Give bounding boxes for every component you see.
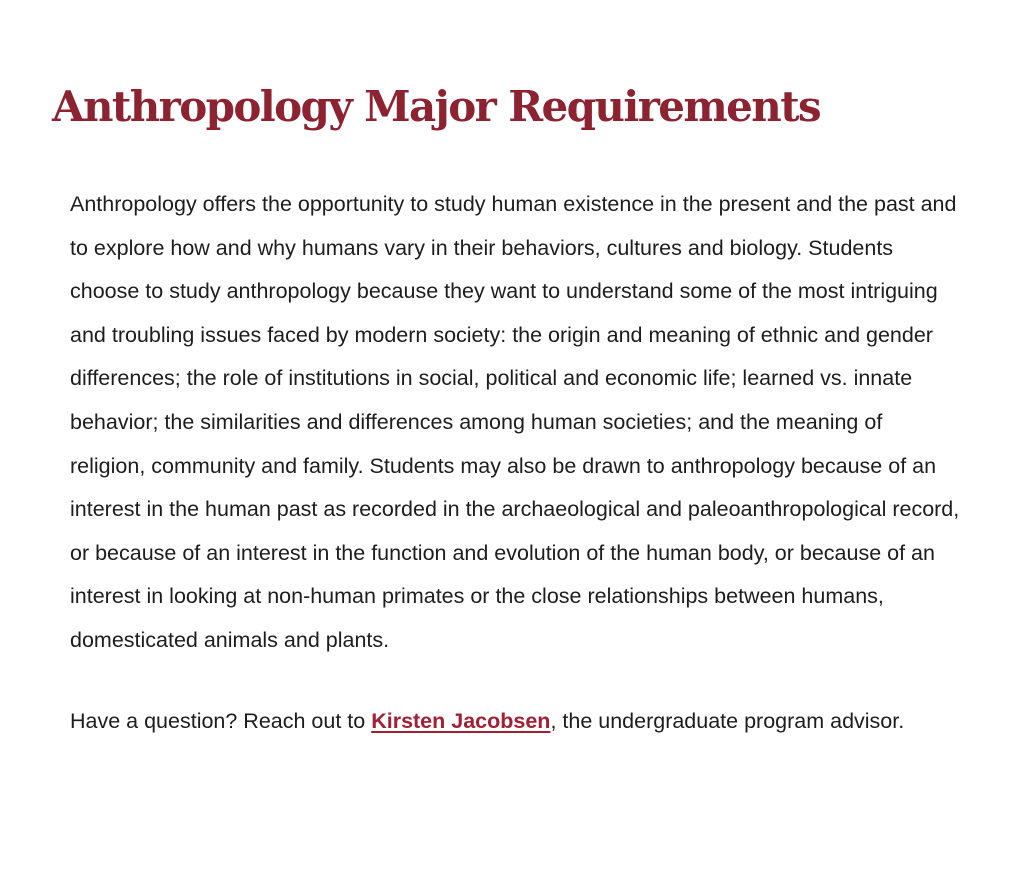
advisor-link[interactable]: Kirsten Jacobsen xyxy=(371,708,551,733)
main-content xyxy=(70,183,960,743)
intro-paragraph: Anthropology offers the opportunity to study human existence in the present and the past and to explore how and why humans vary in their behaviors, cultures and biology. Students choose to study anthropology because they want to understand some of the most intriguing and troubling issues faced by modern society: the origin and meaning of ethnic and gender differences; the role of institutions in social, political and economic life; learned vs. innate behavior; the similarities and differences among human societies; and the meaning of religion, community and family. Students may also be drawn to anthropology because of an interest in the human past as recorded in the archaeological and paleoanthropological record, or because of an interest in the function and evolution of the human body, or because of an interest in looking at non-human primates or the close relationships between humans, domesticated animals and plants. xyxy=(70,192,960,652)
contact-suffix: , the undergraduate program advisor. xyxy=(550,708,905,733)
contact-paragraph xyxy=(70,700,960,744)
page-title: Anthropology Major Requirements xyxy=(52,82,821,131)
contact-prefix: Have a question? Reach out to xyxy=(70,708,372,733)
